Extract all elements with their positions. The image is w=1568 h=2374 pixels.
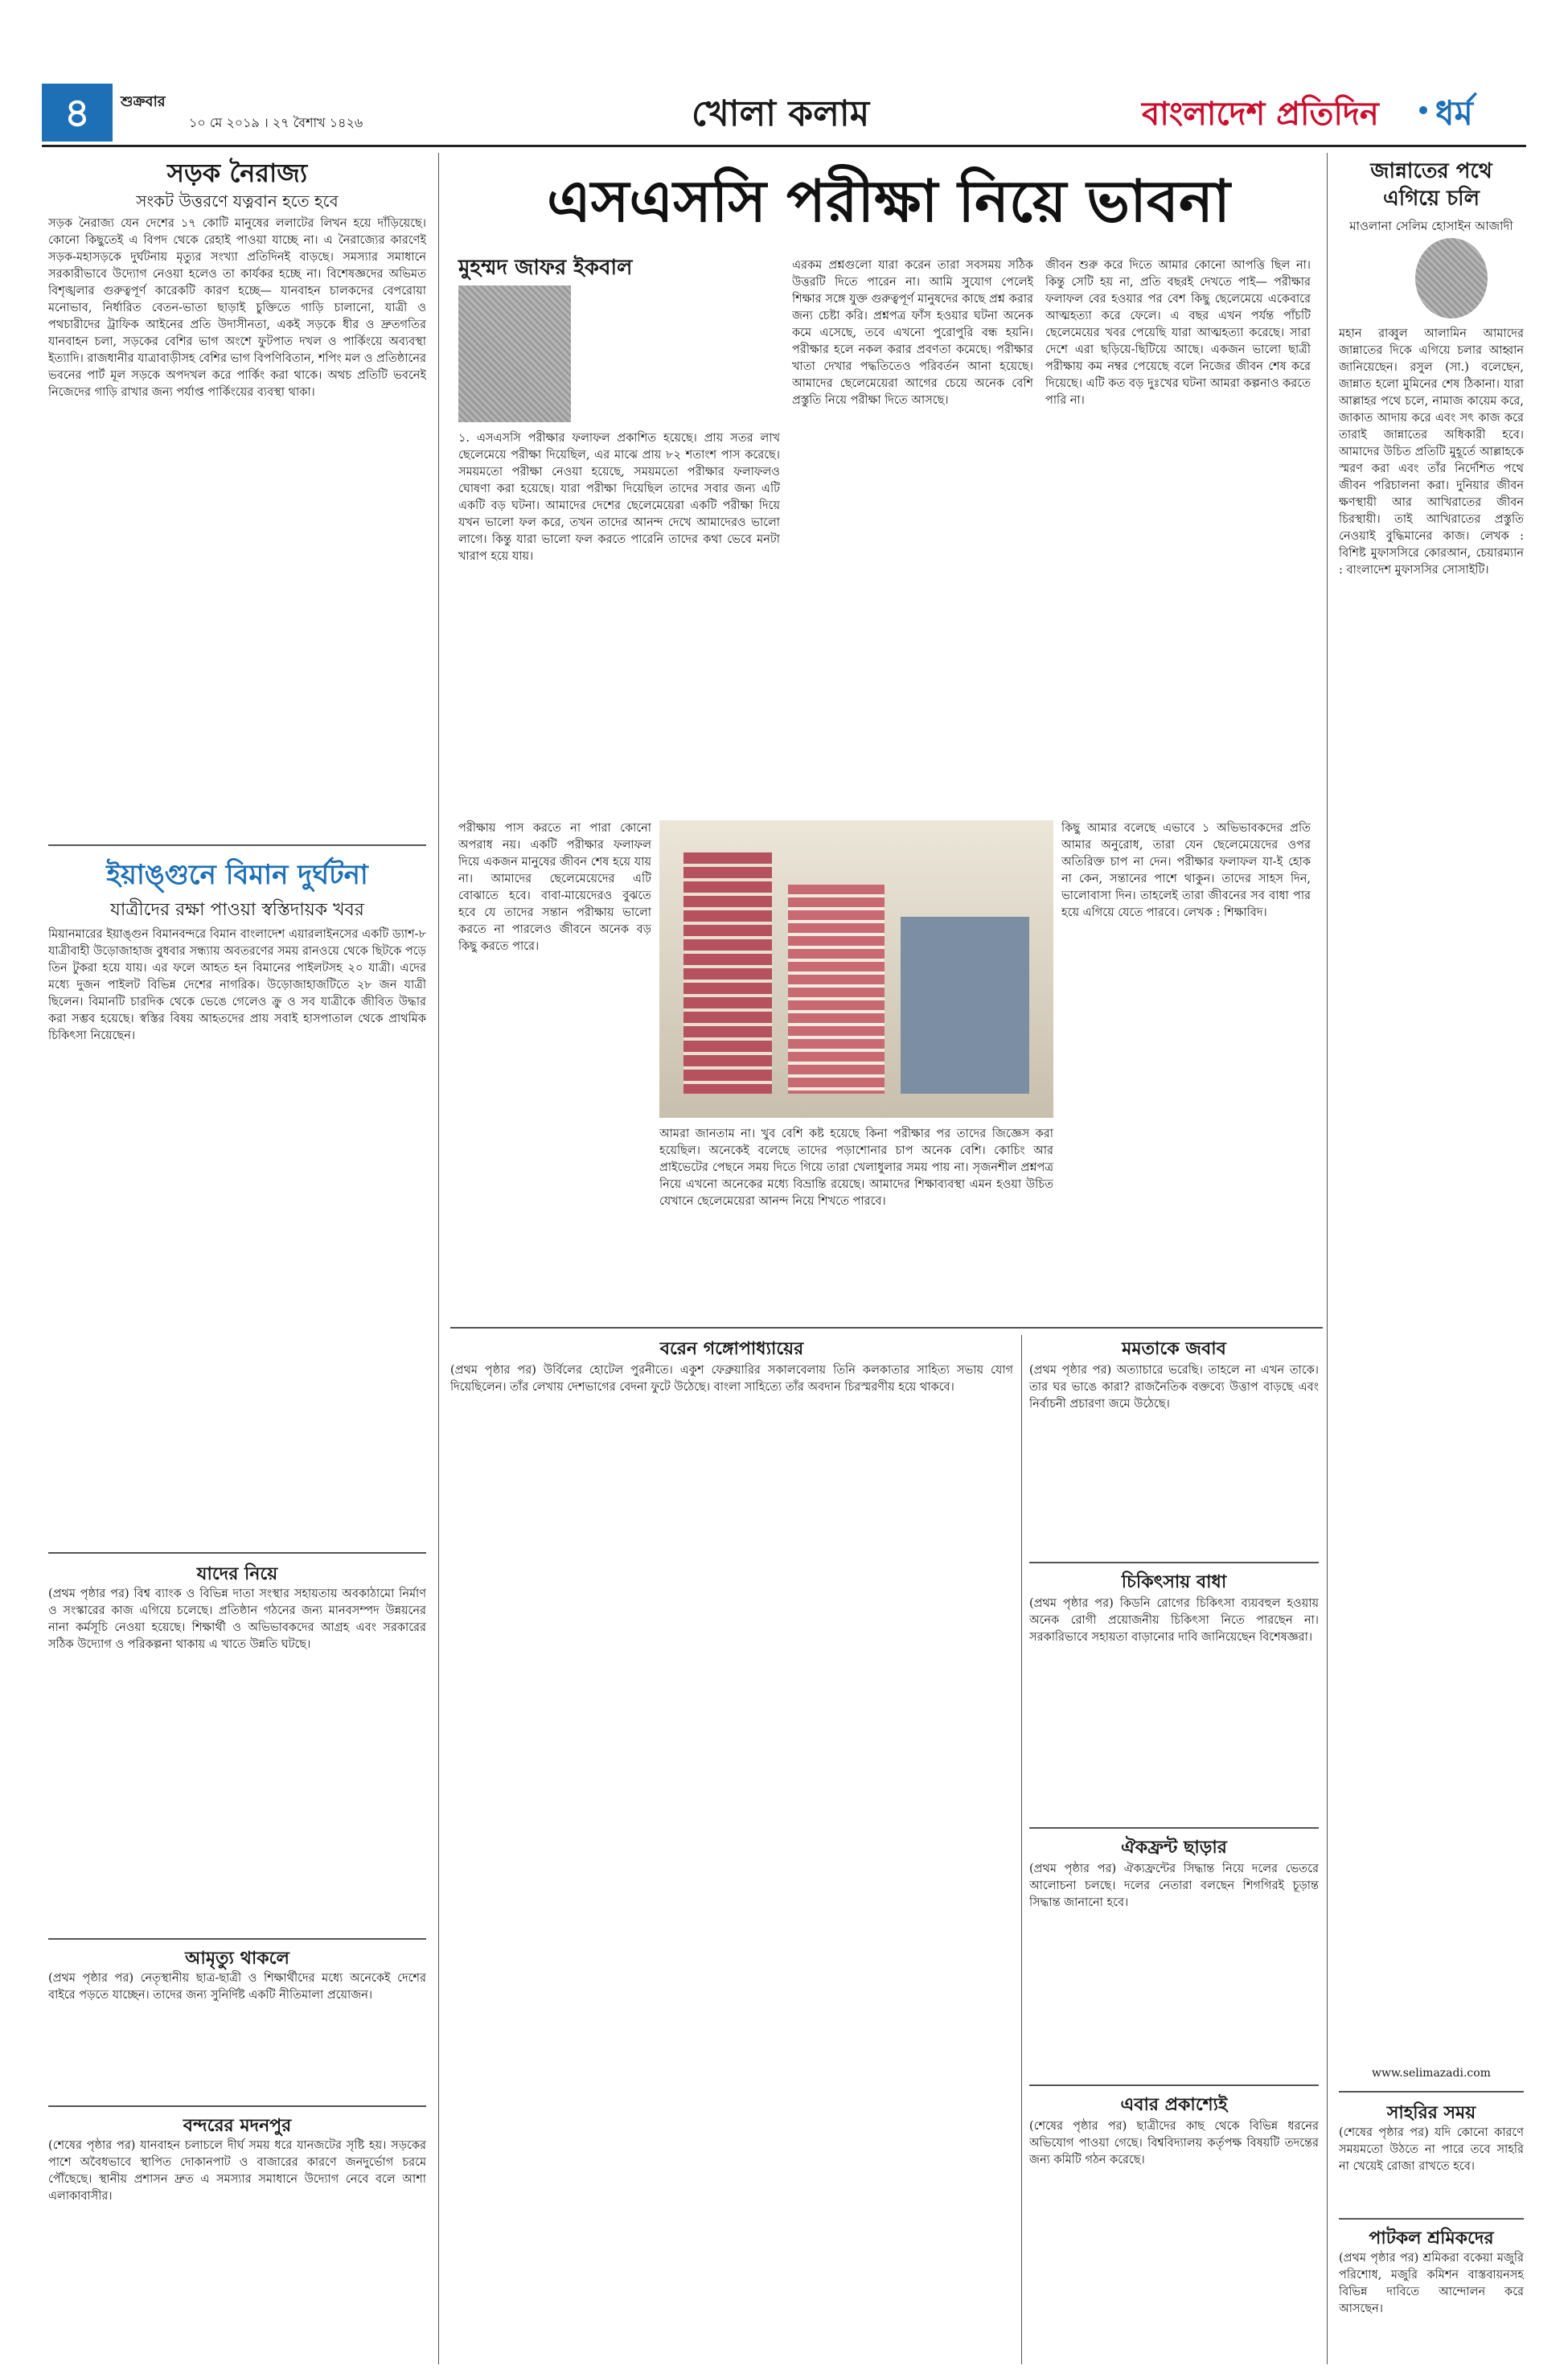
main-bottom-rule bbox=[450, 1327, 1323, 1329]
paper-name: বাংলাদেশ প্রতিদিন bbox=[1142, 96, 1379, 133]
bottom-article1-body: (প্রথম পৃষ্ঠার পর) উর্বিলের হোটেল পুরনীতে। একুশ ফেব্রুয়ারির সকালবেলায় তিনি কলকাতার সাহিত্য সভায় যোগ দিয়েছিলেন। তাঁর লেখায় দেশভাগের বেদনা ফুটে উঠেছে। বাংলা সাহিত্যে তাঁর অবদান চিরস্মরণীয় হয়ে থাকবে। bbox=[450, 1364, 1013, 1394]
bottom-article5-body: (শেষের পৃষ্ঠার পর) ছাত্রীদের কাছ থেকে বিভিন্ন ধরনের অভিযোগ পাওয়া গেছে। বিশ্ববিদ্যালয় কর্তৃপক্ষ বিষয়টি তদন্তের জন্য কমিটি গঠন করেছে। bbox=[1029, 2120, 1319, 2167]
left-col-separator bbox=[438, 153, 439, 2364]
main-article-col3: জীবন শুরু করে দিতে আমার কোনো আপত্তি ছিল না। কিন্তু সেটি হয় না, প্রতি বছরই দেখতে পাই— পরীক্ষার ফলাফল বের হওয়ার পর বেশ কিছু ছেলেমেয়ে একেবারে আত্মহত্যা করে ফেলে। এ বছর এখন পর্যন্ত পাঁচটি ছেলেমেয়ের খবর পেয়েছি যারা আত্মহত্যা করেছে। সারা দেশে এরা ছড়িয়ে-ছিটিয়ে আছে। একজন ভালো ছাত্রী পরীক্ষায় কম নম্বর পেয়েছে বলে নিজের জীবন শেষ করে দিয়েছে। এটি কত বড় দুঃখের ঘটনা আমরা কল্পনাও করতে পারি না। bbox=[1045, 259, 1311, 407]
left-article5-body: (শেষের পৃষ্ঠার পর) যানবাহন চলাচলে দীর্ঘ সময় ধরে যানজটের সৃষ্টি হয়। সড়কের পাশে অবৈধভাবে স্থাপিত দোকানপাট ও বাজারের কারণে জনদুর্ভোগ চরমে পৌঁছেছে। স্থানীয় প্রশাসন দ্রুত এ সমস্যার সমাধানে উদ্যোগ নেবে বলে আশা এলাকাবাসীর। bbox=[48, 2139, 426, 2203]
bottom-article3-title: চিকিৎসায় বাধা bbox=[1121, 1572, 1227, 1592]
main-article-title: এসএসসি পরীক্ষা নিয়ে ভাবনা bbox=[547, 167, 1230, 235]
left-article3-title: যাদের নিয়ে bbox=[196, 1564, 278, 1584]
left-article4-body: (প্রথম পৃষ্ঠার পর) নেতৃস্থানীয় ছাত্র-ছাত্রী ও শিক্ষার্থীদের মধ্যে অনেকেই দেশের বাইরে পড়তে যাচ্ছেন। তাদের জন্য সুনির্দিষ্ট একটি নীতিমালা প্রয়োজন। bbox=[48, 1972, 426, 2002]
bottom-col-separator bbox=[1021, 1335, 1022, 2364]
main-article-lower3: কিছু আমার বলেছে এভাবে ১ অভিভাবকদের প্রতি আমার অনুরোধ, তারা যেন ছেলেমেয়েদের ওপর অতিরিক্ত চাপ না দেন। পরীক্ষার ফলাফল যা-ই হোক না কেন, সন্তানের পাশে থাকুন। তাদের সাহস দিন, ভালোবাসা দিন। তাহলেই তারা জীবনের সব বাধা পার হয়ে এগিয়ে যেতে পারবে। লেখক : শিক্ষাবিদ। bbox=[1061, 822, 1311, 919]
left-article4-title: আমৃত্যু থাকলে bbox=[185, 1949, 289, 1969]
left-article5-title: বন্দরের মদনপুর bbox=[183, 2116, 292, 2136]
author-photo bbox=[458, 285, 571, 422]
main-article-col1: ১. এসএসসি পরীক্ষার ফলাফল প্রকাশিত হয়েছে। প্রায় সতর লাখ ছেলেমেয়ে পরীক্ষা দিয়েছিল, এর মাঝে প্রায় ৮২ শতাংশ পাস করেছে। সময়মতো পরীক্ষা নেওয়া হয়েছে, সময়মতো পরীক্ষার ফলাফলও ঘোষণা করা হয়েছে। যারা পরীক্ষা দিয়েছিল তাদের সবার জন্য এটি একটি বড় ঘটনা। আমাদের দেশের ছেলেমেয়েরা একটি পরীক্ষা দিয়ে যখন ভালো ফল করে, তখন তাদের আনন্দ দেখে আমাদেরও ভালো লাগে। কিন্তু যারা ভালো ফল করতে পারেনি তাদের কথা ভেবে মনটা খারাপ হয়ে যায়। bbox=[458, 432, 780, 563]
left-article1-title: সড়ক নৈরাজ্য bbox=[166, 158, 308, 188]
right-article2-body: (শেষের পৃষ্ঠার পর) যদি কোনো কারণে সময়মতো উঠতে না পারে তবে সাহরি না খেয়েই রোজা রাখতে হবে। bbox=[1339, 2126, 1524, 2173]
right-col-separator bbox=[1327, 153, 1328, 2364]
left-article2-subtitle: যাত্রীদের রক্ষা পাওয়া স্বস্তিদায়ক খবর bbox=[110, 900, 364, 920]
left-divider-4 bbox=[48, 2105, 426, 2107]
right-article3-title: পাটকল শ্রমিকদের bbox=[1369, 2228, 1494, 2249]
main-article-col2: এরকম প্রশ্নগুলো যারা করেন তারা সবসময় সঠিক উত্তরটি দিতে পারেন না। আমি সুযোগ পেলেই শিক্ষার সঙ্গে যুক্ত গুরুত্বপূর্ণ মানুষদের কাছে প্রশ্ন করার জন্য চেষ্টা করি। প্রশ্নপত্র ফাঁস হওয়ার ঘটনা অনেক কমে এসেছে, তবে এখনো পুরোপুরি বন্ধ হয়নি। পরীক্ষার হলে নকল করার প্রবণতা কমেছে। পরীক্ষার খাতা দেখার পদ্ধতিতেও পরিবর্তন আনা হয়েছে। আমাদের ছেলেমেয়েরা আগের চেয়ে অনেক বেশি প্রস্তুতি নিয়ে পরীক্ষা দিতে আসছে। bbox=[792, 259, 1033, 407]
right-article2-title: সাহরির সময় bbox=[1386, 2103, 1476, 2123]
right-article-author: মাওলানা সেলিম হোসাইন আজাদী bbox=[1349, 219, 1513, 233]
left-article1-subtitle: সংকট উত্তরণে যত্নবান হতে হবে bbox=[136, 191, 339, 211]
page-number-box bbox=[42, 84, 113, 142]
left-divider-3 bbox=[48, 1938, 426, 1940]
page-number: ৪ bbox=[64, 89, 91, 136]
right-article-body: মহান রাব্বুল আলামিন আমাদের জান্নাতের দিকে এগিয়ে চলার আহ্বান জানিয়েছেন। রসুল (সা.) বলেছেন, জান্নাত হলো মুমিনের শেষ ঠিকানা। যারা আল্লাহর পথে চলে, নামাজ কায়েম করে, জাকাত আদায় করে এবং সৎ কাজ করে তারাই জান্নাতের অধিকারী হবে। আমাদের উচিত প্রতিটি মুহূর্তে আল্লাহকে স্মরণ করা এবং তাঁর নির্দেশিত পথে জীবন পরিচালনা করা। দুনিয়ার জীবন ক্ষণস্থায়ী আর আখিরাতের জীবন চিরস্থায়ী। তাই আখিরাতের প্রস্তুতি নেওয়াই বুদ্ধিমানের কাজ। লেখক : বিশিষ্ট মুফাসসিরে কোরআন, চেয়ারম্যান : বাংলাদেশ মুফাসসির সোসাইটি। bbox=[1339, 327, 1524, 577]
right-article3-body: (প্রথম পৃষ্ঠার পর) শ্রমিকরা বকেয়া মজুরি পরিশোধ, মজুরি কমিশন বাস্তবায়নসহ বিভিন্ন দাবিতে আন্দোলন করে আসছেন। bbox=[1339, 2252, 1524, 2315]
left-divider-2 bbox=[48, 1552, 426, 1554]
left-article3-body: (প্রথম পৃষ্ঠার পর) বিশ্ব ব্যাংক ও বিভিন্ন দাতা সংস্থার সহায়তায় অবকাঠামো নির্মাণ ও সংস্কারের কাজ এগিয়ে চলেছে। প্রতিষ্ঠান গঠনের জন্য মানবসম্পদ উন্নয়নের নানা কর্মসূচি নেওয়া হয়েছে। শিক্ষার্থী ও অভিভাবকদের আগ্রহ এবং সরকারের সঠিক উদ্যোগ ও পরিকল্পনা থাকায় এ খাতে উন্নতি ঘটছে। bbox=[48, 1587, 426, 1651]
masthead-day: শুক্রবার bbox=[121, 93, 166, 110]
right-author-photo bbox=[1415, 238, 1488, 318]
right-article-website[interactable]: www.selimazadi.com bbox=[1372, 2067, 1491, 2080]
bottom-article3-body: (প্রথম পৃষ্ঠার পর) কিডনি রোগের চিকিৎসা ব্যয়বহুল হওয়ায় অনেক রোগী প্রয়োজনীয় চিকিৎসা নিতে পারছেন না। সরকারিভাবে সহায়তা বাড়ানোর দাবি জানিয়েছেন বিশেষজ্ঞরা। bbox=[1029, 1597, 1319, 1644]
right-divider-2 bbox=[1339, 2218, 1524, 2220]
left-article2-body: মিয়ানমারের ইয়াঙ্গুন বিমানবন্দরে বিমান বাংলাদেশ এয়ারলাইনসের একটি ড্যাশ-৮ যাত্রীবাহী উড়োজাহাজ বুধবার সন্ধ্যায় অবতরণের সময় রানওয়ে থেকে ছিটকে পড়ে তিন টুকরা হয়ে যায়। এর ফলে আহত হন বিমানের পাইলটসহ ২০ যাত্রী। এদের মধ্যে দুজন পাইলট বিভিন্ন দেশের নাগরিক। উড়োজাহাজটিতে ২৮ জন যাত্রী ছিলেন। বিমানটি চারদিক থেকে ভেঙে গেলেও ক্রু ও সব যাত্রীকে জীবিত উদ্ধার করা সম্ভব হয়েছে। স্বস্তির বিষয় আহতদের প্রায় সবাই হাসপাতাল থেকে প্রাথমিক চিকিৎসা নিয়েছেন। bbox=[48, 928, 426, 1042]
masthead-date: ১০ মে ২০১৯ । ২৭ বৈশাখ ১৪২৬ bbox=[189, 115, 363, 130]
bottom-divider-b bbox=[1029, 1827, 1319, 1829]
bottom-article5-title: এবার প্রকাশ্যেই bbox=[1120, 2095, 1228, 2115]
section-title: খোলা কলাম bbox=[692, 93, 870, 134]
right-article-title: জান্নাতের পথে এগিয়ে চলি bbox=[1370, 159, 1492, 211]
left-divider-1 bbox=[48, 844, 426, 846]
main-article-lower1: পরীক্ষায় পাস করতে না পারা কোনো অপরাধ নয়। একটি পরীক্ষার ফলাফল দিয়ে একজন মানুষের জীবন শেষ হয়ে যায় না। আমাদের ছেলেমেয়েদের এটি বোঝাতে হবে। বাবা-মায়েদেরও বুঝতে হবে যে তাদের সন্তান পরীক্ষায় ভালো করতে না পারলেও জীবনে অনেক বড় কিছু করতে পারে। bbox=[458, 822, 651, 953]
left-article2-title: ইয়াঙ্গুনে বিমান দুর্ঘটনা bbox=[106, 859, 368, 891]
category-dot bbox=[1419, 106, 1427, 114]
bottom-article2-body: (প্রথম পৃষ্ঠার পর) অত্যাচারে ভরেছি। তাহলে না এখন তাকে। তার ঘর ভাঙে কারা? রাজনৈতিক বক্তব্যে উত্তাপ বাড়ছে এবং নির্বাচনী প্রচারণা জমে উঠেছে। bbox=[1029, 1364, 1319, 1411]
right-divider-1 bbox=[1339, 2091, 1524, 2093]
left-article1-body: সড়ক নৈরাজ্য যেন দেশের ১৭ কোটি মানুষের ললাটের লিখন হয়ে দাঁড়িয়েছে। কোনো কিছুতেই এ বিপদ থেকে রেহাই পাওয়া যাচ্ছে না। এ নৈরাজ্যের কারণেই সড়ক-মহাসড়কে দুর্ঘটনায় মৃত্যুর সংখ্যা প্রতিদিনই বাড়ছে। সমস্যার সমাধানে সরকারীভাবে উদ্যোগ নেওয়া হলেও তা কার্যকর হচ্ছে না। বিশেষজ্ঞদের অভিমত বিশৃঙ্খলার গুরুত্বপূর্ণ কারেকটি কারণ হচ্ছে— যানবাহন চালকদের বেপরোয়া মনোভাব, নির্ধারিত বেতন-ভাতা ছাড়াই চুক্তিতে গাড়ি চালানো, যাত্রী ও পথচারীদের ট্রাফিক আইনের প্রতি উদাসীনতা, একই সড়কে ধীর ও দ্রুতগতির যানবাহন চলা, সড়কের বেশির ভাগ অংশে ফুটপাত দখল ও পার্কিংয়ে অব্যবস্থা ইত্যাদি। রাজধানীর যাত্রাবাড়ীসহ বেশির ভাগ বিপণিবিতান, শপিং মল ও প্রতিষ্ঠানের ভবনের পার্ট মূল সড়কে অপদখল করে পার্কিং করা থাকে। অথচ প্রতিটি ভবনেই নিজেদের গাড়ি রাখার জন্য পর্যাপ্ত পার্কিংয়ের ব্যবস্থা থাকা। bbox=[48, 217, 426, 399]
masthead-rule bbox=[42, 145, 1526, 147]
main-illustration bbox=[659, 820, 1053, 1118]
bottom-article4-body: (প্রথম পৃষ্ঠার পর) ঐক্যফ্রন্টের সিদ্ধান্ত নিয়ে দলের ভেতরে আলোচনা চলছে। দলের নেতারা বলছেন শিগগিরই চূড়ান্ত সিদ্ধান্ত জানানো হবে। bbox=[1029, 1863, 1319, 1909]
bottom-divider-c bbox=[1029, 2084, 1319, 2086]
paper-logo bbox=[1142, 88, 1379, 142]
main-article-author: মুহম্মদ জাফর ইকবাল bbox=[458, 256, 633, 280]
bottom-divider-a bbox=[1029, 1562, 1319, 1563]
bottom-article2-title: মমতাকে জবাব bbox=[1122, 1339, 1226, 1359]
category-label: ধর্ম bbox=[1435, 93, 1473, 133]
bottom-article4-title: ঐকফ্রন্ট ছাড়ার bbox=[1121, 1838, 1227, 1858]
main-article-lower2: আমরা জানতাম না। খুব বেশি কষ্ট হয়েছে কিনা পরীক্ষার পর তাদের জিজ্ঞেস করা হয়েছিল। অনেকেই বলেছে তাদের পড়াশোনার চাপ অনেক বেশি। কোচিং আর প্রাইভেটের পেছনে সময় দিতে গিয়ে তারা খেলাধুলার সময় পায় না। সৃজনশীল প্রশ্নপত্র নিয়ে এখনো অনেকের মধ্যে বিভ্রান্তি রয়েছে। আমাদের শিক্ষাব্যবস্থা এমন হওয়া উচিত যেখানে ছেলেমেয়েরা আনন্দ নিয়ে শিখতে পারবে। bbox=[659, 1127, 1053, 1208]
bottom-article1-title: বরেন গঙ্গোপাধ্যায়ের bbox=[659, 1339, 804, 1359]
